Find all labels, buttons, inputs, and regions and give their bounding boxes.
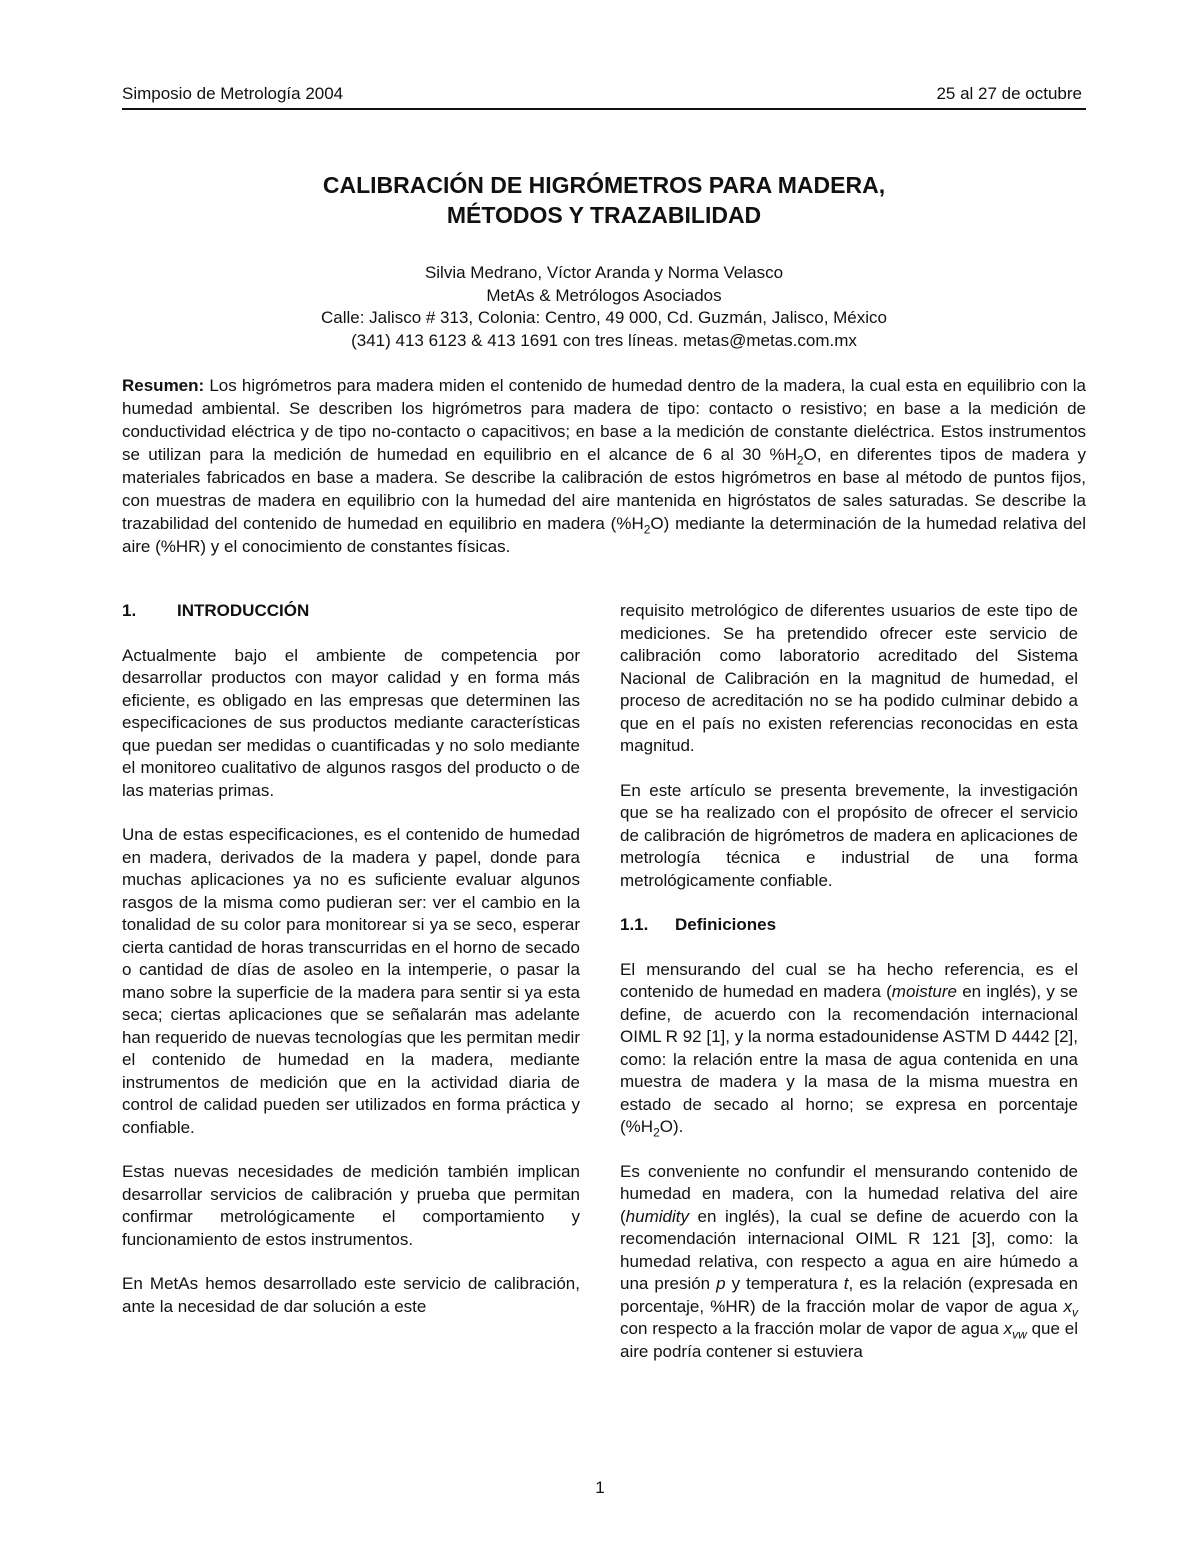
- title-line-2: MÉTODOS Y TRAZABILIDAD: [446, 202, 762, 228]
- author-contact: (341) 413 6123 & 413 1691 con tres líneas. metas@metas.com.mx: [351, 330, 857, 350]
- def2-text-f: que el aire podría contener si estuviera: [620, 1319, 1078, 1361]
- def1-text-c: O).: [659, 1117, 684, 1136]
- section-title: INTRODUCCIÓN: [177, 601, 310, 620]
- def2-text-d: , es la relación (expresada en porcentaje, %HR) de la fracción molar de vapor de agua: [620, 1274, 1078, 1316]
- def1-text-b: en inglés), y se define, de acuerdo con la recomendación internacional OIML R 92 [1], y la norma estadounidense ASTM D 4442 [2], como: la relación entre la masa de agua contenida en una muestra de madera y la masa de la misma muestra en estado de secado al horno; se expresa en porcentaje (%H: [620, 982, 1078, 1136]
- def2-text-e: con respecto a la fracción molar de vapor de agua: [620, 1319, 1004, 1338]
- intro-paragraph-1: Actualmente bajo el ambiente de competencia por desarrollar productos con mayor calidad y en forma más eficiente, es obligado en las empresas que determinen las especificaciones de sus productos mediante características que puedan ser medidas o cuantificadas y no solo mediante el monitoreo cualitativo de algunos rasgos del producto o de las materias primas.: [122, 645, 580, 800]
- def2-subscript-vw: vw: [1012, 1327, 1027, 1342]
- def1-subscript: 2: [653, 1125, 660, 1140]
- abstract-text-c: O) mediante la determinación de la humedad relativa del aire (%HR) y el conocimiento de constantes físicas.: [122, 514, 1087, 556]
- intro-paragraph-5: requisito metrológico de diferentes usuarios de este tipo de mediciones. Se ha pretendido ofrecer este servicio de calibración como laboratorio acreditado del Sistema Nacional de Calibración en la magnitud de humedad, el proceso de acreditación no se ha podido culminar debido a que en el país no existen referencias reconocidas en esta magnitud.: [620, 601, 1078, 755]
- def2-symbol-xvw: x: [1003, 1319, 1013, 1338]
- intro-paragraph-4: En MetAs hemos desarrollado este servicio de calibración, ante la necesidad de dar solución a este: [122, 1274, 580, 1316]
- def2-text-a: Es conveniente no confundir el mensurando contenido de humedad en madera, con la humedad relativa del aire (: [620, 1161, 1078, 1226]
- running-header: [122, 84, 1086, 110]
- title-line-1: CALIBRACIÓN DE HIGRÓMETROS PARA MADERA,: [322, 172, 886, 198]
- def2-subscript-v: v: [1072, 1304, 1078, 1319]
- page-number: 1: [595, 1478, 605, 1497]
- paper-title: [122, 170, 1086, 230]
- abstract: [122, 374, 1086, 558]
- definitions-paragraph-2: [620, 1161, 1078, 1364]
- subsection-number: 1.1.: [620, 915, 649, 934]
- author-block: [122, 262, 1086, 352]
- author-organization: MetAs & Metrólogos Asociados: [486, 285, 722, 305]
- def2-symbol-xv: x: [1063, 1296, 1072, 1316]
- def1-text-a: El mensurando del cual se ha hecho referencia, es el contenido de humedad en madera (: [620, 959, 1078, 1001]
- header-conference: Simposio de Metrología 2004: [122, 84, 344, 103]
- def2-text-c: y temperatura: [725, 1274, 844, 1293]
- section-number: 1.: [122, 601, 137, 620]
- section-heading-introduccion: [122, 600, 580, 623]
- abstract-sub-a: 2: [796, 453, 804, 468]
- intro-paragraph-6: En este artículo se presenta brevemente, la investigación que se ha realizado con el propósito de ofrecer el servicio de calibración de higrómetros de madera en aplicaciones de metrología técnica e industrial de una forma metrológicamente confiable.: [620, 780, 1078, 890]
- intro-paragraph-3: Estas nuevas necesidades de medición también implican desarrollar servicios de calibración y prueba que permitan confirmar metrológicamente el comportamiento y funcionamiento de estos instrumentos.: [122, 1162, 580, 1249]
- def2-symbol-t: t: [843, 1274, 849, 1293]
- abstract-text-b: O, en diferentes tipos de madera y materiales fabricados en base a madera. Se describe la calibración de estos higrómetros en base al método de puntos fijos, con muestras de madera en equilibrio con la humedad del aire mantenida en higróstatos de sales saturadas. Se describe la trazabilidad del contenido de humedad en equilibrio en madera (%H: [122, 445, 1086, 533]
- def1-italic-term: moisture: [891, 982, 957, 1001]
- intro-paragraph-2: Una de estas especificaciones, es el contenido de humedad en madera, derivados de la madera y papel, donde para muchas aplicaciones ya no es suficiente evaluar algunos rasgos de la misma como pudieran ser: ver el cambio en la tonalidad de su color para monitorear si ya se seco, esperar cierta cantidad de horas transcurridas en el horno de secado o cantidad de días de asoleo en la intemperie, o pasar la mano sobre la superficie de la madera para sentir si ya esta seca; ciertas aplicaciones que se señalarán mas adelante han requerido de nuevas tecnologías que les permitan medir el contenido de humedad en la madera, mediante instrumentos de medición que en la actividad diaria de control de calidad pueden ser utilizados en forma práctica y confiable.: [122, 825, 580, 1137]
- header-dates: 25 al 27 de octubre: [936, 84, 1082, 103]
- subsection-title: Definiciones: [675, 915, 777, 934]
- def2-symbol-p: p: [716, 1274, 726, 1293]
- left-column: [122, 600, 580, 1340]
- abstract-text-a: Los higrómetros para madera miden el contenido de humedad dentro de la madera, la cual esta en equilibrio con la humedad ambiental. Se describen los higrómetros para madera de tipo: contacto o resistivo; en base a la medición de conductividad eléctrica y de tipo no-contacto o capacitivos; en base a la medición de constante dieléctrica. Estos instrumentos se utilizan para la medición de humedad en equilibrio en el alcance de 6 al 30 %H: [122, 376, 1086, 464]
- def2-text-b: en inglés), la cual se define de acuerdo con la recomendación internacional OIML R 121 [3], como: la humedad relativa, con respecto a agua en aire húmedo a una presión: [620, 1206, 1078, 1293]
- right-column: [620, 600, 1078, 1385]
- abstract-sub-b: 2: [643, 522, 651, 537]
- author-address: Calle: Jalisco # 313, Colonia: Centro, 49 000, Cd. Guzmán, Jalisco, México: [321, 308, 887, 327]
- section-heading-definiciones: [620, 914, 1078, 937]
- definitions-paragraph-1: [620, 959, 1078, 1139]
- author-names: Silvia Medrano, Víctor Aranda y Norma Velasco: [424, 263, 784, 282]
- def2-italic-term: humidity: [625, 1206, 689, 1226]
- abstract-label: Resumen:: [122, 376, 205, 395]
